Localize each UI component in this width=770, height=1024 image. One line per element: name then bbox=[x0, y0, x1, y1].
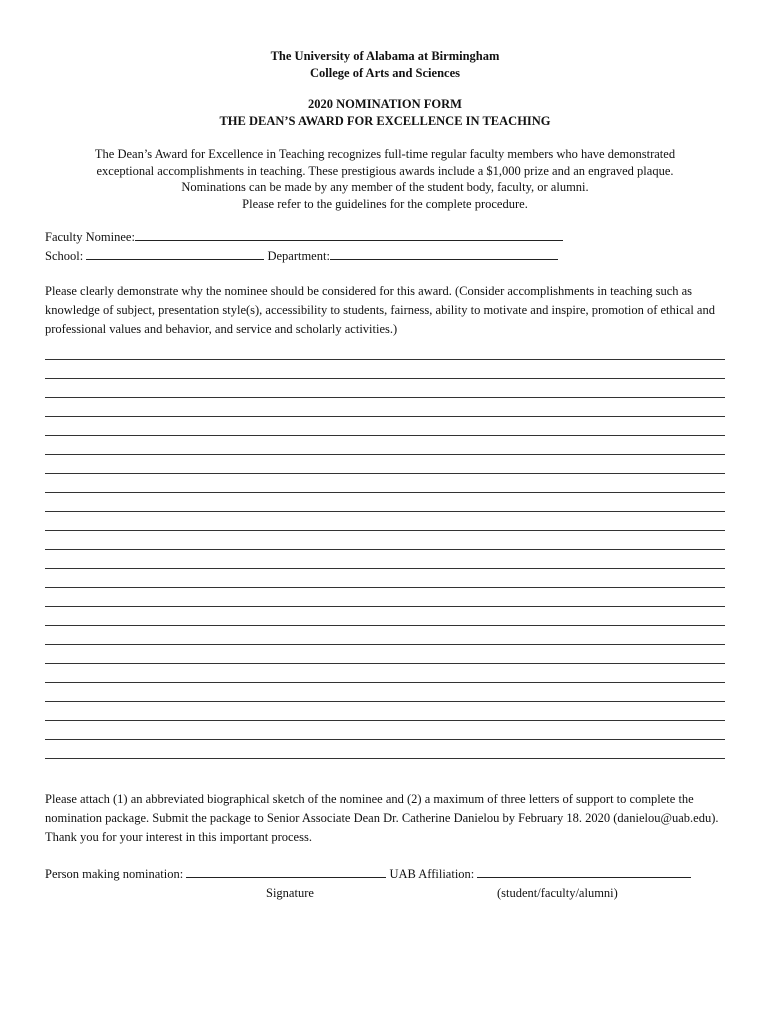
answer-line[interactable] bbox=[45, 474, 725, 493]
nominee-fields bbox=[45, 228, 735, 266]
person-making-nomination-label: Person making nomination: bbox=[45, 867, 184, 881]
department-label: Department: bbox=[267, 249, 330, 263]
nominator-row bbox=[45, 865, 735, 884]
intro-line-1: The Dean’s Award for Excellence in Teaching recognizes full-time regular faculty members who have demonstrated bbox=[94, 147, 676, 161]
answer-line[interactable] bbox=[45, 550, 725, 569]
answer-line[interactable] bbox=[45, 664, 725, 683]
form-title bbox=[0, 96, 770, 130]
answer-line[interactable] bbox=[45, 417, 725, 436]
attachment-instructions: Please attach (1) an abbreviated biographical sketch of the nominee and (2) a maximum of three letters of support to complete the nomination package. Submit the package to Senior Associate Dean Dr. Catherine Danielou by February 18. 2020 (danielou@uab.edu). Thank you for your interest in this important process. bbox=[45, 792, 719, 844]
department-field[interactable] bbox=[330, 248, 558, 260]
affiliation-caption: (student/faculty/alumni) bbox=[497, 886, 618, 900]
nomination-question: Please clearly demonstrate why the nominee should be considered for this award. (Consider accomplishments in teaching such as knowledge of subject, presentation style(s), accessibility to students, fairness, ability to motivate and inspire, promotion of ethical and professional values and behavior, and service and scholarly activities.) bbox=[45, 284, 715, 336]
answer-line[interactable] bbox=[45, 683, 725, 702]
form-title-line-1: 2020 NOMINATION FORM bbox=[308, 97, 462, 111]
affiliation-field[interactable] bbox=[477, 866, 691, 878]
answer-lines[interactable] bbox=[45, 341, 725, 759]
answer-line[interactable] bbox=[45, 360, 725, 379]
school-department-row bbox=[45, 247, 735, 266]
answer-line[interactable] bbox=[45, 626, 725, 645]
intro-line-2: exceptional accomplishments in teaching. These prestigious awards include a $1,000 prize and an engraved plaque. bbox=[96, 163, 674, 178]
answer-line[interactable] bbox=[45, 531, 725, 550]
school-label: School: bbox=[45, 249, 84, 263]
form-title-line-2: THE DEAN’S AWARD FOR EXCELLENCE IN TEACHING bbox=[219, 114, 551, 128]
answer-line[interactable] bbox=[45, 398, 725, 417]
answer-line[interactable] bbox=[45, 512, 725, 531]
institution-name: The University of Alabama at Birmingham bbox=[270, 49, 500, 63]
answer-line[interactable] bbox=[45, 436, 725, 455]
answer-line[interactable] bbox=[45, 645, 725, 664]
faculty-nominee-label: Faculty Nominee: bbox=[45, 230, 135, 244]
answer-line[interactable] bbox=[45, 455, 725, 474]
signature-caption: Signature bbox=[266, 886, 314, 900]
intro-paragraph bbox=[40, 146, 730, 212]
answer-line[interactable] bbox=[45, 493, 725, 512]
document-header bbox=[0, 48, 770, 82]
answer-line[interactable] bbox=[45, 740, 725, 759]
answer-line[interactable] bbox=[45, 607, 725, 626]
faculty-nominee-row bbox=[45, 228, 735, 247]
faculty-nominee-field[interactable] bbox=[135, 229, 563, 241]
school-field[interactable] bbox=[86, 248, 264, 260]
intro-line-4: Please refer to the guidelines for the complete procedure. bbox=[242, 196, 528, 211]
intro-line-3: Nominations can be made by any member of the student body, faculty, or alumni. bbox=[181, 180, 589, 194]
college-name: College of Arts and Sciences bbox=[310, 66, 460, 80]
answer-line[interactable] bbox=[45, 341, 725, 360]
answer-line[interactable] bbox=[45, 588, 725, 607]
uab-affiliation-label: UAB Affiliation: bbox=[389, 867, 475, 881]
answer-line[interactable] bbox=[45, 702, 725, 721]
answer-line[interactable] bbox=[45, 569, 725, 588]
signature-field[interactable] bbox=[186, 866, 386, 878]
answer-line[interactable] bbox=[45, 379, 725, 398]
answer-line[interactable] bbox=[45, 721, 725, 740]
